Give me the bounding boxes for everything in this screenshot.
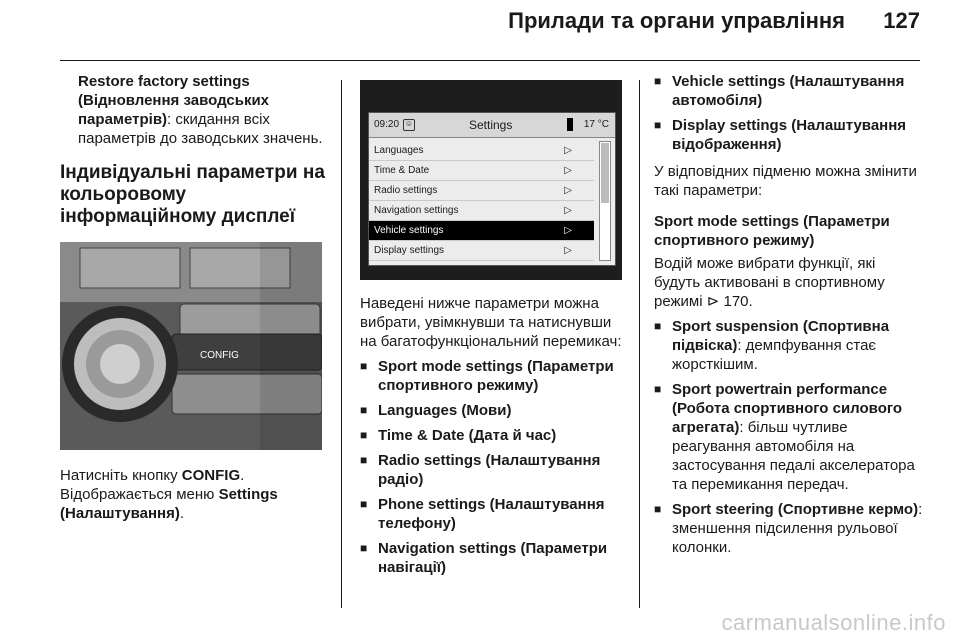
- list-item-label: Phone settings (Налаштування телефону): [378, 496, 605, 532]
- chevron-right-icon: ▷: [564, 245, 572, 256]
- screen-time: 09:20: [374, 119, 400, 130]
- screen-menu: [369, 141, 594, 261]
- settings-screen: [368, 112, 616, 266]
- config-button-photo: [60, 242, 322, 450]
- page-number: 127: [883, 8, 920, 33]
- instruction-text-3: .: [179, 505, 185, 522]
- list-item: [654, 380, 924, 494]
- settings-list-continued: [654, 72, 924, 154]
- menu-item-display: [369, 241, 594, 261]
- section-heading: Індивідуальні параметри на кольоровому інформаційному дисплеї: [60, 162, 325, 227]
- page-header-title: Прилади та органи управління: [508, 8, 845, 33]
- submenu-intro: У відповідних підменю можна змінити такі параметри:: [654, 163, 917, 199]
- option-label: Sport powertrain performance (Робота спортивного силового агрегата): [672, 381, 903, 436]
- instruction-text-2: . Відображається меню: [60, 467, 245, 503]
- screen-title: Settings: [469, 118, 513, 132]
- instruction-config: CONFIG: [181, 467, 241, 484]
- scrollbar-thumb: [601, 143, 609, 203]
- chevron-right-icon: ▷: [564, 205, 572, 216]
- dashboard-illustration: [60, 242, 322, 450]
- list-item-label: Radio settings (Налаштування радіо): [378, 452, 601, 488]
- list-item: [360, 451, 625, 489]
- chevron-right-icon: ▷: [564, 165, 572, 176]
- sport-options-list: [654, 317, 924, 557]
- list-item: [360, 401, 625, 420]
- list-item-label: Navigation settings (Параметри навігації): [378, 540, 608, 576]
- sport-mode-heading: Sport mode settings (Параметри спортивного режиму): [654, 213, 890, 249]
- list-item: [360, 426, 625, 445]
- list-item-label: Sport mode settings (Параметри спортивного режиму): [378, 358, 614, 394]
- list-item-label: Languages (Мови): [378, 402, 512, 419]
- list-item: [654, 317, 924, 374]
- option-desc: : більш чутливе реагування автомобіля на застосування педалі акселератора та перемикання передач.: [672, 419, 915, 493]
- menu-item-label: Radio settings: [374, 185, 438, 196]
- menu-item-label: Navigation settings: [374, 205, 459, 216]
- list-item-label: Vehicle settings (Налаштування автомобіля): [672, 73, 905, 109]
- page-ref-icon: ⊳: [706, 293, 720, 310]
- column-divider-1: [341, 80, 342, 608]
- list-item: [360, 495, 625, 533]
- option-desc: : зменшення підсилення рульової колонки.: [672, 501, 923, 556]
- instruction-settings: Settings (Налаштування): [60, 486, 278, 522]
- list-item: [654, 116, 924, 154]
- list-item-label: Time & Date (Дата й час): [378, 427, 557, 444]
- instruction-text-1: Натисніть кнопку: [60, 467, 182, 484]
- option-desc: : демпфування стає жорсткішим.: [672, 337, 877, 373]
- sport-mode-desc-paragraph: [654, 254, 924, 311]
- restore-desc: : скидання всіх параметрів до заводських значень.: [78, 111, 323, 147]
- menu-item-vehicle: [369, 221, 594, 241]
- menu-item-label: Time & Date: [374, 165, 430, 176]
- column-3: [654, 72, 924, 557]
- chevron-right-icon: ▷: [564, 145, 572, 156]
- screen-scrollbar: [599, 141, 611, 261]
- column-1: [60, 72, 330, 523]
- restore-paragraph: [60, 72, 330, 148]
- menu-item-time-date: [369, 161, 594, 181]
- column-divider-2: [639, 80, 640, 608]
- screen-temp: 17 °C: [583, 119, 609, 130]
- smiley-icon: ☺: [403, 119, 415, 131]
- menu-item-navigation: [369, 201, 594, 221]
- list-item: [654, 500, 924, 557]
- list-item-label: Display settings (Налаштування відображення): [672, 117, 907, 153]
- instruction-paragraph: [60, 466, 330, 523]
- phone-icon: [567, 118, 573, 131]
- restore-label: Restore factory settings (Відновлення заводських параметрів): [78, 73, 270, 128]
- screen-header: [369, 113, 615, 138]
- intro-paragraph: Наведені нижче параметри можна вибрати, увімкнувши та натиснувши на багатофункціональний перемикач:: [360, 295, 622, 350]
- option-label: Sport suspension (Спортивна підвіска): [672, 318, 890, 354]
- option-label: Sport steering (Спортивне кермо): [672, 501, 919, 518]
- menu-item-label: Display settings: [374, 245, 445, 256]
- menu-item-label: Languages: [374, 145, 424, 156]
- photo-config-label: CONFIG: [200, 350, 239, 361]
- list-item: [360, 357, 625, 395]
- settings-screen-illustration: [360, 80, 622, 280]
- list-item: [654, 72, 924, 110]
- watermark: carmanualsonline.info: [721, 610, 946, 635]
- chevron-right-icon: ▷: [564, 225, 572, 236]
- column-2: [360, 80, 625, 577]
- menu-item-radio: [369, 181, 594, 201]
- chevron-right-icon: ▷: [564, 185, 572, 196]
- settings-list: [360, 357, 625, 577]
- menu-item-label: Vehicle settings: [374, 225, 444, 236]
- header-rule: [60, 60, 920, 61]
- menu-item-languages: [369, 141, 594, 161]
- page-reference: 170.: [723, 293, 753, 310]
- sport-mode-desc: Водій може вибрати функції, які будуть активовані в спортивному режимі: [654, 255, 885, 310]
- list-item: [360, 539, 625, 577]
